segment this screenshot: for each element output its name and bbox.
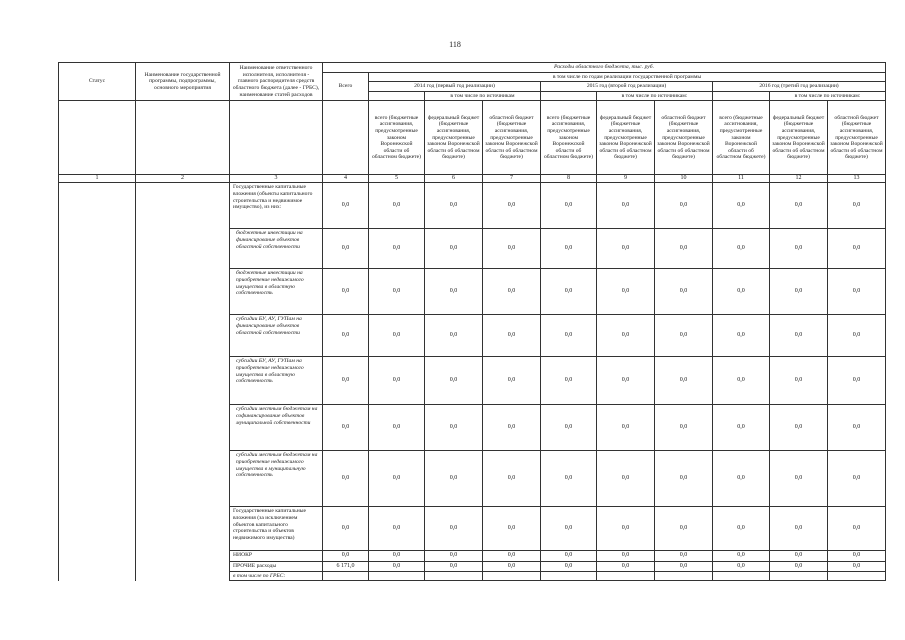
program-cell <box>136 551 230 561</box>
header-y1-all: всего (бюджетные ассигнования, предусмотренные законом Воронежской области об областном бюджете) <box>369 101 425 175</box>
status-cell <box>59 551 136 561</box>
value-cell: 0,0 <box>828 507 886 551</box>
status-cell <box>59 405 136 451</box>
value-cell: 0,0 <box>541 183 597 229</box>
value-cell: 0,0 <box>425 357 483 405</box>
status-cell <box>59 315 136 357</box>
value-cell: 0,0 <box>425 229 483 269</box>
header-y1-reg: областной бюджет (бюджетные ассигнования, предусмотренные законом Воронежской области об областном бюджете) <box>483 101 541 175</box>
value-cell: 0,0 <box>541 551 597 561</box>
value-cell: 0,0 <box>541 269 597 315</box>
value-cell: 0,0 <box>483 357 541 405</box>
value-cell <box>770 571 828 581</box>
value-cell: 0,0 <box>597 229 655 269</box>
value-cell: 0,0 <box>323 315 369 357</box>
value-cell: 0,0 <box>483 315 541 357</box>
value-cell: 0,0 <box>770 269 828 315</box>
header-y2-reg: областной бюджет (бюджетные ассигнования, предусмотренные законом Воронежской области об областном бюджете) <box>655 101 713 175</box>
column-number: 3 <box>230 175 323 183</box>
table-row <box>59 571 886 581</box>
value-cell: 0,0 <box>597 405 655 451</box>
value-cell: 0,0 <box>828 357 886 405</box>
value-cell: 0,0 <box>770 315 828 357</box>
column-number: 11 <box>713 175 770 183</box>
value-cell: 0,0 <box>483 269 541 315</box>
value-cell: 0,0 <box>425 269 483 315</box>
value-cell: 0,0 <box>655 451 713 507</box>
value-cell: 0,0 <box>369 561 425 571</box>
row-label: Государственные капитальные вложения (за исключением объектов капитального строительства и объектов недвижимого имущества) <box>230 507 323 551</box>
value-cell: 0,0 <box>323 357 369 405</box>
value-cell: 0,0 <box>655 229 713 269</box>
row-label: бюджетные инвестиции на приобретение недвижимого имущества в областную собственность <box>230 269 323 315</box>
column-number: 9 <box>597 175 655 183</box>
value-cell: 0,0 <box>655 405 713 451</box>
value-cell: 0,0 <box>713 561 770 571</box>
header-by-years: в том числе по годам реализации государственной программы <box>369 72 886 82</box>
header-year-3: 2016 год (третий год реализации) <box>713 82 886 92</box>
value-cell: 0,0 <box>425 405 483 451</box>
value-cell <box>597 571 655 581</box>
header-y1-fed: федеральный бюджет (бюджетные ассигнования, предусмотренные законом Воронежской области об областном бюджете) <box>425 101 483 175</box>
program-cell <box>136 357 230 405</box>
program-cell <box>136 269 230 315</box>
value-cell: 0,0 <box>323 405 369 451</box>
column-number: 5 <box>369 175 425 183</box>
program-cell <box>136 507 230 551</box>
column-number: 10 <box>655 175 713 183</box>
status-cell <box>59 507 136 551</box>
value-cell: 0,0 <box>323 229 369 269</box>
header-by-sources-3: в том числе по источникам: <box>770 91 886 101</box>
value-cell: 0,0 <box>425 507 483 551</box>
value-cell <box>713 571 770 581</box>
header-y3-reg: областной бюджет (бюджетные ассигнования, предусмотренные законом Воронежской области об областном бюджете) <box>828 101 886 175</box>
column-number: 8 <box>541 175 597 183</box>
value-cell: 0,0 <box>713 451 770 507</box>
value-cell: 0,0 <box>655 315 713 357</box>
program-cell <box>136 315 230 357</box>
value-cell <box>369 571 425 581</box>
value-cell <box>541 571 597 581</box>
value-cell: 0,0 <box>597 183 655 229</box>
status-cell <box>59 451 136 507</box>
value-cell: 0,0 <box>770 551 828 561</box>
value-cell: 0,0 <box>483 183 541 229</box>
value-cell: 0,0 <box>713 183 770 229</box>
header-year-1: 2014 год (первый год реализации) <box>369 82 541 92</box>
table-row <box>59 405 886 451</box>
column-number: 12 <box>770 175 828 183</box>
value-cell: 0,0 <box>597 451 655 507</box>
table-row <box>59 269 886 315</box>
column-number: 2 <box>136 175 230 183</box>
table-row <box>59 561 886 571</box>
value-cell: 0,0 <box>323 451 369 507</box>
value-cell: 0,0 <box>770 357 828 405</box>
header-expenses-title: Расходы областного бюджета, тыс. руб. <box>323 63 886 73</box>
value-cell: 0,0 <box>541 229 597 269</box>
value-cell: 0,0 <box>541 507 597 551</box>
value-cell: 0,0 <box>483 229 541 269</box>
status-cell <box>59 269 136 315</box>
value-cell: 0,0 <box>425 451 483 507</box>
value-cell: 0,0 <box>828 183 886 229</box>
value-cell: 0,0 <box>483 507 541 551</box>
value-cell: 0,0 <box>770 405 828 451</box>
table-row <box>59 183 886 229</box>
value-cell: 0,0 <box>483 405 541 451</box>
value-cell: 0,0 <box>425 315 483 357</box>
row-label: в том числе по ГРБС: <box>230 571 323 581</box>
value-cell: 0,0 <box>323 551 369 561</box>
header-total: Всего <box>323 72 369 101</box>
row-label: субсидии местным бюджетам на приобретение недвижимого имущества в муниципальную собственность <box>230 451 323 507</box>
row-label: Государственные капитальные вложения (объекты капитального строительства и недвижимое имущество), из них: <box>230 183 323 229</box>
row-label: субсидии БУ, АУ, ГУПам на приобретение недвижимого имущества в областную собственность <box>230 357 323 405</box>
header-by-sources-1: в том числе по источникам <box>425 91 541 101</box>
value-cell: 0,0 <box>597 357 655 405</box>
value-cell: 6 171,0 <box>323 561 369 571</box>
header-y3-fed: федеральный бюджет (бюджетные ассигнования, предусмотренные законом Воронежской области об областном бюджете) <box>770 101 828 175</box>
value-cell: 0,0 <box>483 451 541 507</box>
value-cell: 0,0 <box>597 561 655 571</box>
value-cell: 0,0 <box>655 357 713 405</box>
value-cell: 0,0 <box>541 315 597 357</box>
value-cell <box>655 571 713 581</box>
value-cell: 0,0 <box>541 451 597 507</box>
value-cell: 0,0 <box>597 551 655 561</box>
row-label: бюджетные инвестиции на финансирование объектов областной собственности <box>230 229 323 269</box>
value-cell: 0,0 <box>828 315 886 357</box>
row-label: ПРОЧИЕ расходы <box>230 561 323 571</box>
value-cell: 0,0 <box>713 315 770 357</box>
program-cell <box>136 451 230 507</box>
value-cell: 0,0 <box>541 561 597 571</box>
page-number: 118 <box>449 40 461 49</box>
value-cell: 0,0 <box>369 229 425 269</box>
value-cell: 0,0 <box>597 269 655 315</box>
table-row <box>59 451 886 507</box>
program-cell <box>136 183 230 229</box>
value-cell: 0,0 <box>597 315 655 357</box>
value-cell: 0,0 <box>713 269 770 315</box>
header-program-name: Наименование государственной программы, подпрограммы, основного мероприятия <box>136 63 230 101</box>
value-cell <box>483 571 541 581</box>
value-cell: 0,0 <box>770 229 828 269</box>
column-number: 1 <box>59 175 136 183</box>
column-number: 4 <box>323 175 369 183</box>
value-cell: 0,0 <box>483 551 541 561</box>
value-cell: 0,0 <box>770 451 828 507</box>
value-cell: 0,0 <box>713 229 770 269</box>
value-cell: 0,0 <box>323 269 369 315</box>
value-cell: 0,0 <box>713 551 770 561</box>
program-cell <box>136 405 230 451</box>
value-cell: 0,0 <box>483 561 541 571</box>
program-cell <box>136 571 230 581</box>
header-executor: Наименование ответственного исполнителя, исполнителя - главного распорядителя средств областного бюджета (далее - ГРБС), наименование статей расходов <box>230 63 323 101</box>
value-cell: 0,0 <box>369 551 425 561</box>
column-number-row <box>59 175 886 183</box>
value-cell: 0,0 <box>323 507 369 551</box>
value-cell: 0,0 <box>323 183 369 229</box>
value-cell: 0,0 <box>425 551 483 561</box>
row-label: субсидии БУ, АУ, ГУПам на финансирование объектов областной собственности <box>230 315 323 357</box>
status-cell <box>59 561 136 571</box>
value-cell: 0,0 <box>713 357 770 405</box>
value-cell: 0,0 <box>770 561 828 571</box>
value-cell: 0,0 <box>369 405 425 451</box>
value-cell: 0,0 <box>828 229 886 269</box>
value-cell: 0,0 <box>655 561 713 571</box>
value-cell: 0,0 <box>770 183 828 229</box>
status-cell <box>59 183 136 229</box>
table-row <box>59 357 886 405</box>
value-cell <box>828 571 886 581</box>
value-cell: 0,0 <box>541 405 597 451</box>
value-cell: 0,0 <box>369 183 425 229</box>
header-y2-all: всего (бюджетные ассигнования, предусмотренные законом Воронежской области об областном бюджете) <box>541 101 597 175</box>
table-row <box>59 229 886 269</box>
status-cell <box>59 571 136 581</box>
value-cell: 0,0 <box>369 269 425 315</box>
column-number: 7 <box>483 175 541 183</box>
header-y2-fed: федеральный бюджет (бюджетные ассигнования, предусмотренные законом Воронежской области об областном бюджете) <box>597 101 655 175</box>
header-by-sources-2: в том числе по источникам: <box>597 91 713 101</box>
value-cell: 0,0 <box>713 405 770 451</box>
column-number: 13 <box>828 175 886 183</box>
value-cell: 0,0 <box>828 451 886 507</box>
value-cell <box>425 571 483 581</box>
value-cell <box>323 571 369 581</box>
row-label: субсидии местным бюджетам на софинансирование объектов муниципальной собственности <box>230 405 323 451</box>
value-cell: 0,0 <box>713 507 770 551</box>
table-row <box>59 507 886 551</box>
value-cell: 0,0 <box>828 551 886 561</box>
value-cell: 0,0 <box>655 551 713 561</box>
value-cell: 0,0 <box>369 357 425 405</box>
value-cell: 0,0 <box>369 315 425 357</box>
value-cell: 0,0 <box>828 405 886 451</box>
value-cell: 0,0 <box>655 269 713 315</box>
table-row <box>59 315 886 357</box>
row-label: НИОКР <box>230 551 323 561</box>
value-cell: 0,0 <box>770 507 828 551</box>
value-cell: 0,0 <box>655 183 713 229</box>
value-cell: 0,0 <box>425 183 483 229</box>
header-y3-all: всего (бюджетные ассигнования, предусмотренные законом Воронежской области об областном бюджете) <box>713 101 770 175</box>
value-cell: 0,0 <box>369 507 425 551</box>
budget-table <box>58 62 886 581</box>
value-cell: 0,0 <box>369 451 425 507</box>
value-cell: 0,0 <box>655 507 713 551</box>
header-status: Статус <box>59 63 136 101</box>
value-cell: 0,0 <box>828 561 886 571</box>
program-cell <box>136 561 230 571</box>
value-cell: 0,0 <box>425 561 483 571</box>
value-cell: 0,0 <box>597 507 655 551</box>
value-cell: 0,0 <box>828 269 886 315</box>
program-cell <box>136 229 230 269</box>
value-cell: 0,0 <box>541 357 597 405</box>
header-year-2: 2015 год (второй год реализации) <box>541 82 713 92</box>
status-cell <box>59 357 136 405</box>
column-number: 6 <box>425 175 483 183</box>
table-row <box>59 551 886 561</box>
status-cell <box>59 229 136 269</box>
